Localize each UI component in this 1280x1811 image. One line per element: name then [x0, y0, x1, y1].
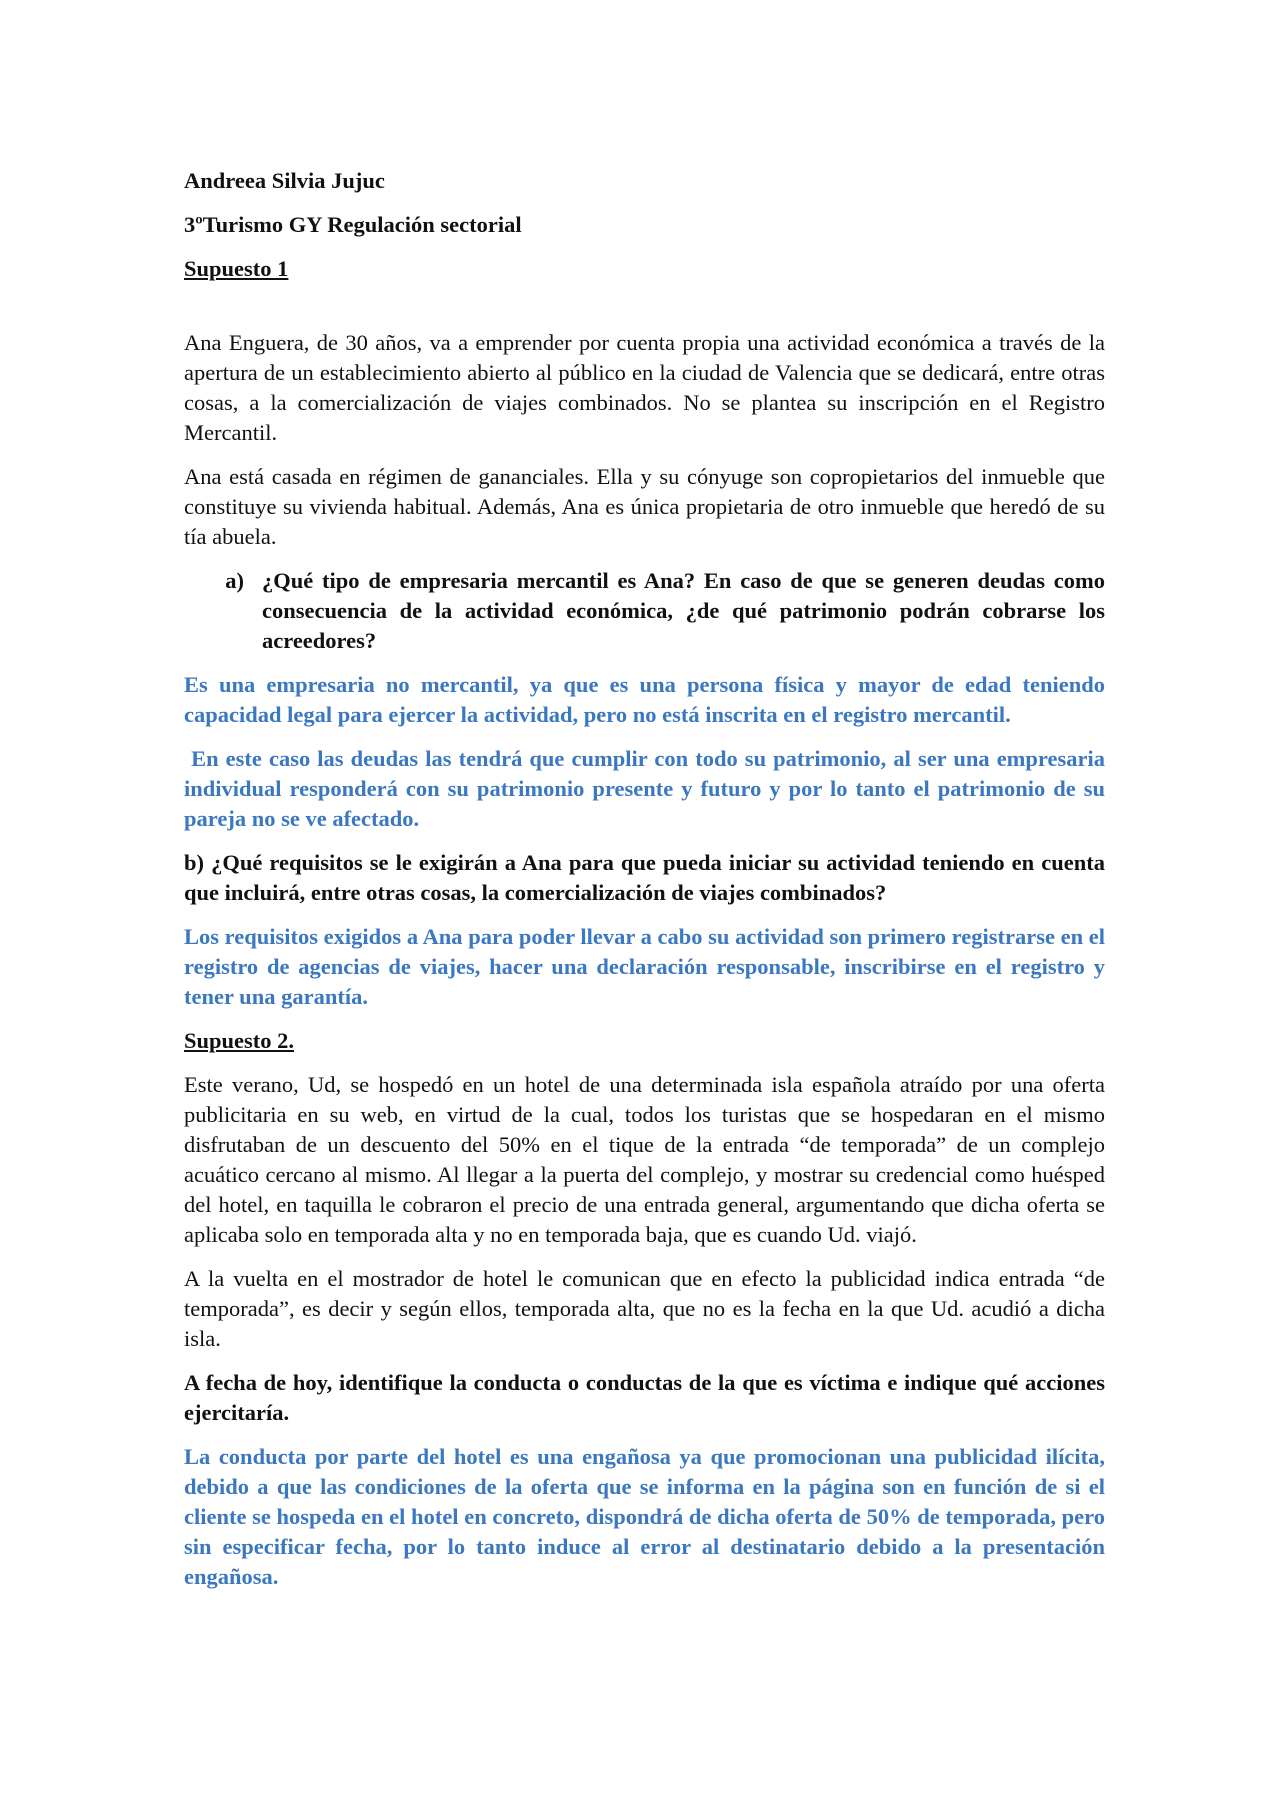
question-b: b) ¿Qué requisitos se le exigirán a Ana para que pueda iniciar su actividad teniendo en cuenta que incluirá, entre otras cosas, la comercialización de viajes combinados? — [184, 850, 1105, 905]
question-a-marker: a) — [225, 568, 244, 593]
case1-paragraph-1: Ana Enguera, de 30 años, va a emprender por cuenta propia una actividad económica a través de la apertura de un establecimiento abierto al público en la ciudad de Valencia que se dedicará, entre otras cosas, a la comercialización de viajes combinados. No se plantea su inscripción en el Registro Mercantil. — [184, 330, 1105, 445]
course-title: 3ºTurismo GY Regulación sectorial — [184, 212, 522, 237]
author-name: Andreea Silvia Jujuc — [184, 168, 385, 193]
case1-title: Supuesto 1 — [184, 256, 289, 281]
answer-a-paragraph-1: Es una empresaria no mercantil, ya que es una persona física y mayor de edad teniendo capacidad legal para ejercer la actividad, pero no está inscrita en el registro mercantil. — [184, 672, 1105, 727]
case2-title: Supuesto 2. — [184, 1028, 295, 1053]
case2-paragraph-1: Este verano, Ud, se hospedó en un hotel de una determinada isla española atraído por una oferta publicitaria en su web, en virtud de la cual, todos los turistas que se hospedaran en el mismo disfrutaban de un descuento del 50% en el tique de la entrada “de temporada” de un complejo acuático cercano al mismo. Al llegar a la puerta del complejo, y mostrar su credencial como huésped del hotel, en taquilla le cobraron el precio de una entrada general, argumentando que dicha oferta se aplicaba solo en temporada alta y no en temporada baja, que es cuando Ud. viajó. — [184, 1072, 1105, 1247]
question-a-text: ¿Qué tipo de empresaria mercantil es Ana? En caso de que se generen deudas como consecuencia de la actividad económica, ¿de qué patrimonio podrán cobrarse los acreedores? — [262, 568, 1105, 653]
case2-answer: La conducta por parte del hotel es una engañosa ya que promocionan una publicidad ilícita, debido a que las condiciones de la oferta que se informa en la página son en función de si el cliente se hospeda en el hotel en concreto, dispondrá de dicha oferta de 50% de temporada, pero sin especificar fecha, por lo tanto induce al error al destinatario debido a la presentación engañosa. — [184, 1444, 1105, 1589]
case2-question: A fecha de hoy, identifique la conducta o conductas de la que es víctima e indique qué acciones ejercitaría. — [184, 1370, 1105, 1425]
document-page — [184, 166, 1111, 1592]
case2-paragraph-2: A la vuelta en el mostrador de hotel le comunican que en efecto la publicidad indica entrada “de temporada”, es decir y según ellos, temporada alta, que no es la fecha en la que Ud. acudió a dicha isla. — [184, 1266, 1105, 1351]
case1-paragraph-2: Ana está casada en régimen de gananciales. Ella y su cónyuge son copropietarios del inmueble que constituye su vivienda habitual. Además, Ana es única propietaria de otro inmueble que heredó de su tía abuela. — [184, 464, 1105, 549]
answer-a-paragraph-2: En este caso las deudas las tendrá que cumplir con todo su patrimonio, al ser una empresaria individual responderá con su patrimonio presente y futuro y por lo tanto el patrimonio de su pareja no se ve afectado. — [184, 746, 1111, 831]
answer-b: Los requisitos exigidos a Ana para poder llevar a cabo su actividad son primero registrarse en el registro de agencias de viajes, hacer una declaración responsable, inscribirse en el registro y tener una garantía. — [184, 924, 1105, 1009]
question-a — [184, 566, 1105, 656]
